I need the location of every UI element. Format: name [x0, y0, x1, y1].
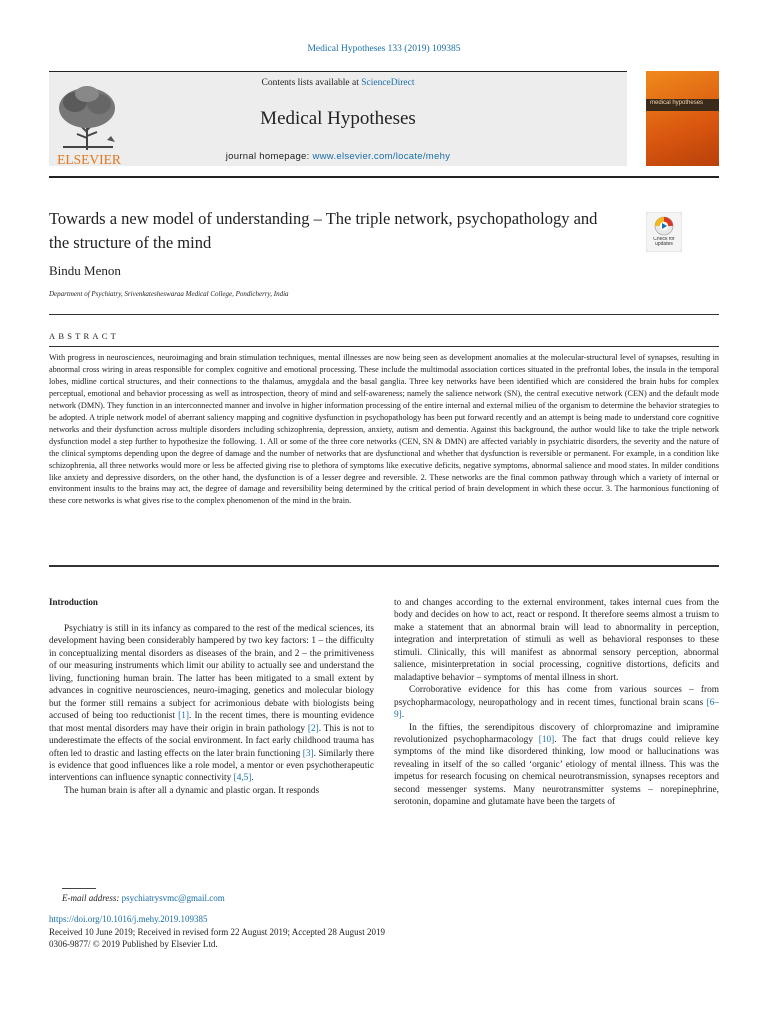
- body-column-right: [394, 597, 719, 809]
- author-email-footnote: [62, 893, 225, 903]
- paragraph-text: .: [251, 773, 254, 784]
- cover-title: medical hypotheses: [650, 100, 704, 106]
- citation-reference-link[interactable]: [10]: [538, 734, 555, 745]
- copyright-line: 0306-9877/ © 2019 Published by Elsevier Ltd.: [49, 939, 218, 949]
- paragraph-text: . This is not to underestimate the effects of the social environment. In fact early childhood trauma has often led to drastic and lasting effects on the later brain functioning: [49, 723, 374, 759]
- footnote-rule: [62, 888, 96, 889]
- abstract-heading-rule: [49, 346, 719, 347]
- paragraph-text: . Similarly there is evidence that good influences like a role model, a mentor or even psychotherapeutic interventions can influence synaptic connectivity: [49, 748, 374, 784]
- journal-name: Medical Hypotheses: [260, 108, 416, 129]
- journal-citation[interactable]: Medical Hypotheses 133 (2019) 109385: [307, 44, 461, 54]
- paragraph-text: In the fifties, the serendipitous discovery of chlorpromazine and imipramine revolutionized psychopharmacology: [394, 722, 719, 745]
- intro-paragraph: to and changes according to the external environment, takes internal cues from the body and decides on how to act, react or respond. It therefore seems almost a truism to make a statement that an abnormal brain will lead to abnormality in perception, integration and interpretation of stimuli as well as behavioral responses to these stimuli. Clinically, this will manifest as abnormal sensory perception, abnormal salience, misinterpretation in social processing, cognitive distortions, deficits and maladaptive behavior – symptoms of mental illness in short.: [394, 598, 719, 683]
- journal-cover-image[interactable]: [646, 71, 719, 166]
- intro-paragraph: [49, 623, 374, 785]
- intro-paragraph: [394, 722, 719, 809]
- abstract-bottom-rule: [49, 565, 719, 567]
- journal-homepage-line: [49, 151, 627, 162]
- author-email-link[interactable]: psychiatrysvmc@gmail.com: [121, 893, 225, 903]
- body-column-left: [49, 623, 374, 797]
- article-title: Towards a new model of understanding – The triple network, psychopathology and the structure of the mind: [49, 209, 598, 252]
- abstract-heading: ABSTRACT: [49, 331, 119, 341]
- author-name: Bindu Menon: [49, 263, 121, 278]
- introduction-heading: Introduction: [49, 597, 98, 607]
- paragraph-text: Corroborative evidence for this has come from various sources – from psychopharmacology, neuropathology and in recent times, functional brain scans: [394, 685, 719, 708]
- paragraph-text: . In the recent times, there is mounting evidence that most mental disorders may have their origin in brain pathology: [49, 711, 374, 734]
- citation-reference-link[interactable]: [1]: [178, 711, 190, 722]
- paragraph-text: .: [401, 710, 405, 721]
- abstract-top-rule: [49, 314, 719, 315]
- citation-reference-link[interactable]: [6–9]: [394, 697, 719, 721]
- check-for-updates-icon[interactable]: [646, 212, 682, 252]
- sciencedirect-link[interactable]: ScienceDirect: [361, 78, 415, 88]
- intro-paragraph: The human brain is after all a dynamic and plastic organ. It responds: [64, 785, 320, 796]
- check-updates-label: Check for updates: [653, 237, 675, 248]
- paragraph-text: Psychiatry is still in its infancy as compared to the rest of the medical sciences, its development having been considerably hampered by two key factors: 1 – the difficulty in conceptualizing mental disorders as diseases of the brain, and 2 – the primitiveness of our measuring instruments which limit our ability to actually see and understand the living, functioning human brain. The latter has been mitigated to a small extent by advances in cognitive neurosciences, neuro-imaging, genetics and molecular biology but the former still remains a subject for acrimonious debate with biologists being accused of being too reductionist: [49, 624, 374, 722]
- citation-reference-link[interactable]: [2]: [307, 723, 319, 734]
- author-affiliation: Department of Psychiatry, Srivenkatesheswaraa Medical College, Pondicherry, India: [49, 290, 289, 298]
- abstract-text: With progress in neurosciences, neuroimaging and brain stimulation techniques, mental illnesses are now being seen as development anomalies at the molecular-structural level of synapses, resulting in abnormal cross wiring in areas responsible for complex cognitive and emotional processing. These include the multimodal association cortices situated in the prefrontal lobes, the insula in the temporal lobes, midline cortical structures, and their connections to the thalamus, amygdala and the basal ganglia. Three key networks have been identified which are considered the brain hubs for complex perceptual, emotional and behavior processing as well as introspection, theory of mind and self-awareness; namely the salience network (SN), the central executive network (CEN) and the default mode network (DMN). They function in an interconnected manner and involve in higher information processing of the entire internal and external milieu of the organism to determine the behavior strategies to be adopted. A triple network model of aberrant saliency mapping and cognitive dysfunction in psychopathology has been put forward recently and an attempt is being made to understand core cognitive networks and their dysfunction across multiple disorders including schizophrenia, depression, anxiety, autism and dementia. Against this background, the author would like to take the triple network dysfunction model a step further to hypothesize the following. 1. All or some of the three core networks (CEN, SN & DMN) are affected variably in psychiatric disorders, the severity and the nature of the clinical symptoms depending upon the degree of damage and the number of networks that are dysfunctional and whether that dysfunction is reversible or permanent. For example, in a condition like schizophrenia, all three networks would more or less be affected giving rise to plethora of symptoms like executive deficits, negative symptoms, abnormal salience and mood states. In milder conditions like anxiety and depressive disorders, on the other hand, the dysfunction is of a lesser degree and reversible. 2. These networks are the final common pathway through which a variety of internal or environment insults to the brains may act, the degree of damage and reversibility being determined by the critical period of brain development in which these occur. 3. The harmonious functioning of these core networks is what gives rise to the complex phenomenon of the mind in the brain.: [49, 353, 719, 506]
- elsevier-wordmark: ELSEVIER: [57, 152, 121, 167]
- contents-prefix: Contents lists available at: [261, 78, 362, 88]
- intro-paragraph: [394, 684, 719, 721]
- contents-lists-line: [49, 78, 627, 88]
- paragraph-text: . The fact that drugs could relieve key symptoms of the mind like disordered thinking, low mood or hallucinations was revealing in itself of the so called ‘organic’ etiology of mental illness. This was the impetus for research focusing on chemical neurotransmission, synapses receptors and second messenger systems. Many neurotransmitter systems – norepinephrine, serotonin, dopamine and glutamate have been the targets of: [394, 734, 719, 808]
- received-dates: Received 10 June 2019; Received in revised form 22 August 2019; Accepted 28 August 2019: [49, 927, 385, 937]
- citation-reference-link[interactable]: [3]: [302, 748, 314, 759]
- doi-link[interactable]: https://doi.org/10.1016/j.mehy.2019.109385: [49, 914, 208, 924]
- email-label: E-mail address:: [62, 893, 120, 903]
- header-rule: [49, 176, 719, 178]
- citation-reference-link[interactable]: [4,5]: [233, 773, 252, 784]
- journal-homepage-link[interactable]: www.elsevier.com/locate/mehy: [312, 151, 451, 162]
- homepage-prefix: journal homepage:: [225, 151, 313, 162]
